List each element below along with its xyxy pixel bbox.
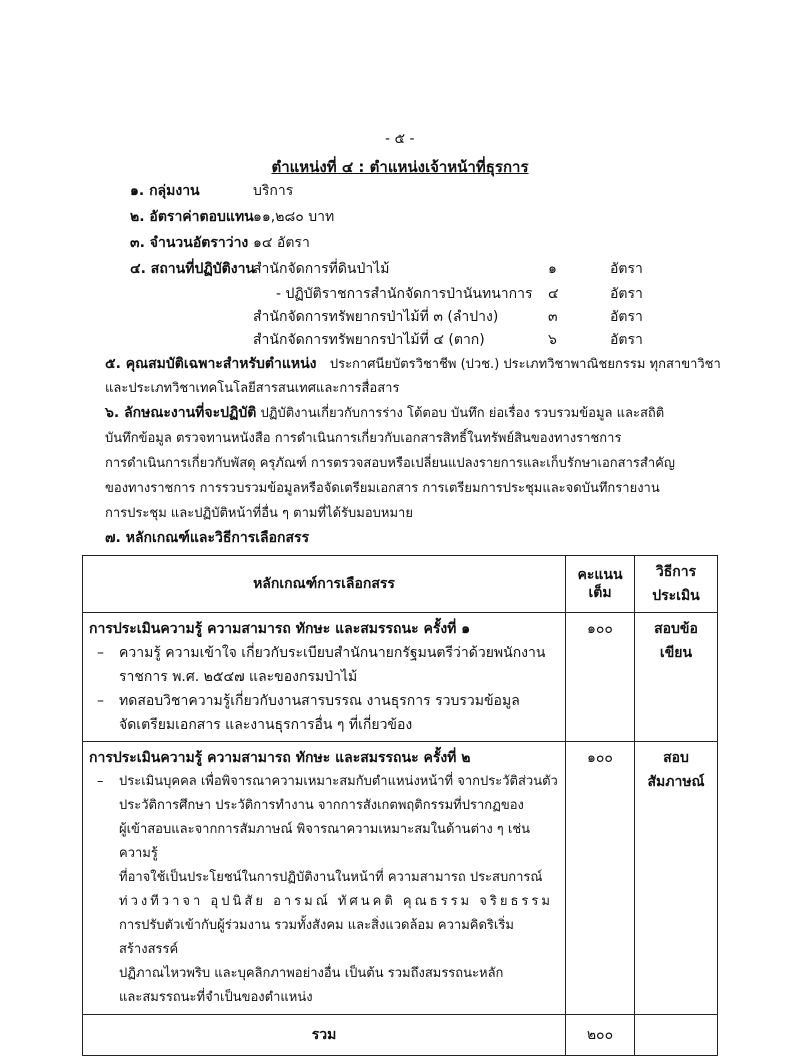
criteria-heading: ๗. หลักเกณฑ์และวิธีการเลือกสรร: [105, 530, 310, 546]
item-text: ทดสอบวิชาความรู้เกี่ยวกับงานสารบรรณ งานธุรการ รวบรวมข้อมูล: [119, 693, 520, 709]
header-criteria: หลักเกณฑ์การเลือกสรร: [83, 556, 566, 613]
duties-text: การประชุม และปฏิบัติหน้าที่อื่น ๆ ตามที่ได้รับมอบหมาย: [105, 506, 413, 521]
location-name: สำนักจัดการทรัพยากรป่าไม้ที่ ๔ (ตาก): [253, 332, 485, 348]
dash-bullet: –: [97, 693, 104, 709]
total-row: [83, 1015, 718, 1056]
field-value: บริการ: [253, 183, 294, 199]
dash-bullet: –: [97, 645, 104, 661]
duties-label: ๖. ลักษณะงานที่จะปฏิบัติ: [105, 405, 257, 421]
duties-text: การดำเนินการเกี่ยวกับพัสดุ ครุภัณฑ์ การตรวจสอบหรือเปลี่ยนแปลงรายการและเก็บรักษาเอกสารสำคัญ: [105, 456, 675, 471]
location-unit: อัตรา: [610, 332, 643, 348]
table-row: [83, 742, 718, 1015]
location-name: - ปฏิบัติราชการสำนักจัดการป่านันทนาการ: [276, 286, 533, 302]
table-row: [83, 613, 718, 742]
item-text: ปฏิภาณไหวพริบ และบุคลิกภาพอย่างอื่น เป็นต้น รวมถึงสมรรถนะหลัก: [119, 966, 504, 981]
row-score: ๑๐๐: [566, 613, 635, 742]
duties-text: บันทึกข้อมูล ตรวจทานหนังสือ การดำเนินการเกี่ยวกับเอกสารสิทธิ์ในทรัพย์สินของทางราชการ: [105, 431, 622, 446]
field-value: ๑๔ อัตรา: [253, 235, 310, 251]
location-name: สำนักจัดการที่ดินป่าไม้: [253, 261, 390, 277]
qualification-text: ประกาศนียบัตรวิชาชีพ (ปวช.) ประเภทวิชาพาณิชยกรรม ทุกสาขาวิชา: [329, 357, 721, 372]
row-title: การประเมินความรู้ ความสามารถ ทักษะ และสมรรถนะ ครั้งที่ ๒: [89, 750, 471, 766]
criteria-table: [82, 555, 718, 1056]
item-text: ประเมินบุคคล เพื่อพิจารณาความเหมาะสมกับตำแหน่งหน้าที่ จากประวัติส่วนตัว: [119, 774, 558, 789]
location-count: ๖: [548, 332, 557, 348]
item-text: จัดเตรียมเอกสาร และงานธุรการอื่น ๆ ที่เกี่ยวข้อง: [119, 717, 413, 733]
field-label: ๑. กลุ่มงาน: [130, 183, 200, 199]
field-label: ๓. จำนวนอัตราว่าง: [130, 235, 249, 251]
total-method-empty: [635, 1015, 718, 1056]
header-method: วิธีการประเมิน: [635, 556, 718, 613]
location-name: สำนักจัดการทรัพยากรป่าไม้ที่ ๓ (ลำปาง): [253, 309, 499, 325]
page-title: ตำแหน่งที่ ๔ : ตำแหน่งเจ้าหน้าที่ธุรการ: [271, 158, 529, 176]
item-text: ราชการ พ.ศ. ๒๕๔๗ และของกรมป่าไม้: [119, 669, 358, 685]
item-text: และสมรรถนะที่จำเป็นของตำแหน่ง: [119, 990, 313, 1005]
header-score: คะแนนเต็ม: [566, 556, 635, 613]
row-score: ๑๐๐: [566, 742, 635, 1015]
item-text: ผู้เข้าสอบและจากการสัมภาษณ์ พิจารณาความเหมาะสมในด้านต่าง ๆ เช่น ความรู้: [119, 822, 531, 861]
field-value: ๑๑,๒๘๐ บาท: [253, 209, 335, 225]
location-unit: อัตรา: [610, 261, 643, 277]
dash-bullet: –: [97, 774, 104, 789]
total-label: รวม: [83, 1015, 566, 1056]
duties-text: ปฏิบัติงานเกี่ยวกับการร่าง โต้ตอบ บันทึก ย่อเรื่อง รวบรวมข้อมูล และสถิติ: [260, 406, 665, 421]
table-header-row: [83, 556, 718, 613]
qualification-label: ๕. คุณสมบัติเฉพาะสำหรับตำแหน่ง: [105, 356, 317, 372]
location-count: ๑: [548, 261, 557, 277]
total-score: ๒๐๐: [566, 1015, 635, 1056]
item-text: ที่อาจใช้เป็นประโยชน์ในการปฏิบัติงานในหน้าที่ ความสามารถ ประสบการณ์: [119, 870, 543, 885]
qualification-text: และประเภทวิชาเทคโนโลยีสารสนเทศและการสื่อสาร: [105, 381, 400, 396]
duties-text: ของทางราชการ การรวบรวมข้อมูลหรือจัดเตรียมเอกสาร การเตรียมการประชุมและจดบันทึกรายงาน: [105, 481, 660, 496]
row-method: สอบข้อเขียน: [635, 613, 718, 742]
field-label: ๔. สถานที่ปฏิบัติงาน: [130, 261, 256, 277]
location-count: ๓: [548, 309, 558, 325]
item-text: การปรับตัวเข้ากับผู้ร่วมงาน รวมทั้งสังคม และสิ่งแวดล้อม ความคิดริเริ่มสร้างสรรค์: [119, 918, 514, 957]
field-label: ๒. อัตราค่าตอบแทน: [130, 209, 254, 225]
item-text: ประวัติการศึกษา ประวัติการทำงาน จากการสังเกตพฤติกรรมที่ปรากฏของ: [119, 798, 524, 813]
location-unit: อัตรา: [610, 309, 643, 325]
page-number: - ๕ -: [385, 131, 415, 147]
row-title: การประเมินความรู้ ความสามารถ ทักษะ และสมรรถนะ ครั้งที่ ๑: [89, 621, 471, 637]
row-method: สอบสัมภาษณ์: [635, 742, 718, 1015]
item-text: ท่วงทีวาจา อุปนิสัย อารมณ์ ทัศนคติ คุณธรรม จริยธรรม: [119, 894, 553, 909]
location-count: ๔: [548, 286, 559, 302]
item-text: ความรู้ ความเข้าใจ เกี่ยวกับระเบียบสำนักนายกรัฐมนตรีว่าด้วยพนักงาน: [119, 645, 546, 661]
location-unit: อัตรา: [610, 286, 643, 302]
